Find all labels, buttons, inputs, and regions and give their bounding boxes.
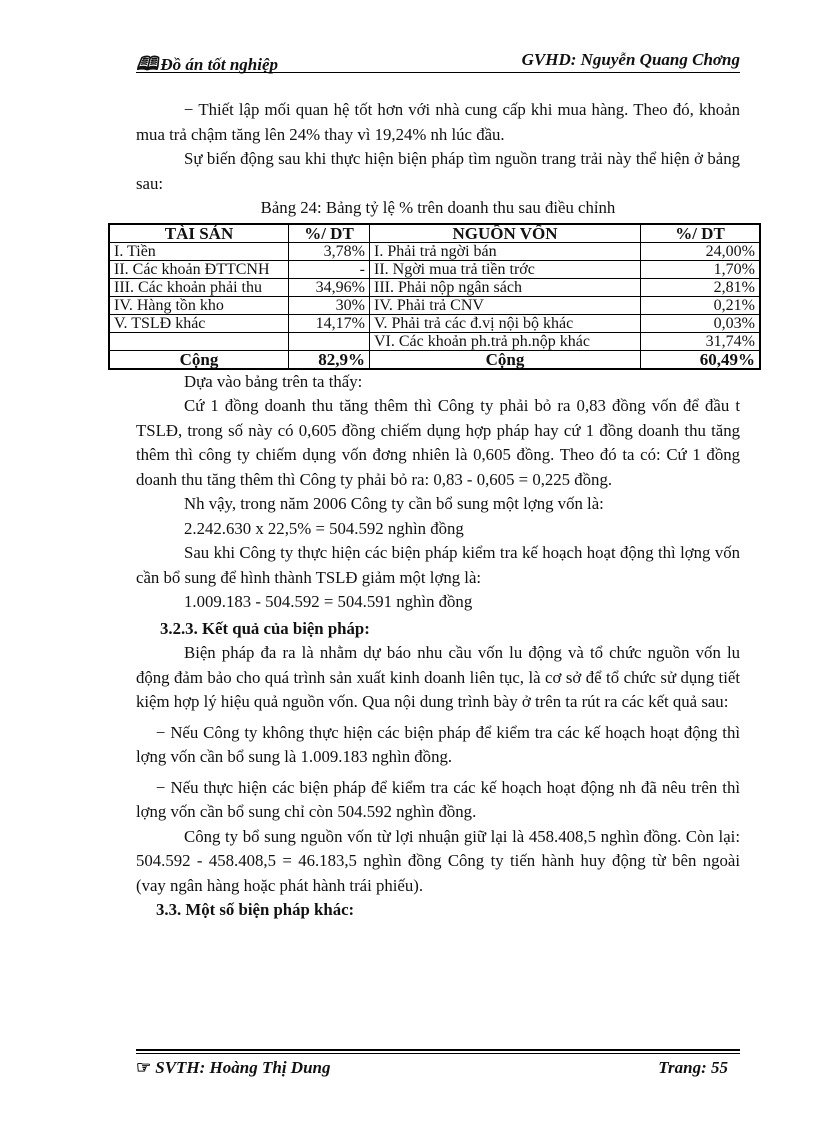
paragraph-1: − Thiết lập mối quan hệ tốt hơn với nhà cung cấp khi mua hàng. Theo đó, khoản mua trả chậm tăng lên 24% thay vì 19,24% nh lúc đầu. xyxy=(136,100,740,144)
paragraph-2: Sự biến động sau khi thực hiện biện pháp tìm nguồn trang trải này thể hiện ở bảng sau: xyxy=(136,149,740,193)
table-cell: 0,21% xyxy=(641,296,761,314)
table-row xyxy=(109,296,760,314)
table-row xyxy=(109,242,760,260)
table-header-cell: TÀI SẢN xyxy=(109,224,289,243)
table-cell: 2,81% xyxy=(641,278,761,296)
table-header-cell: NGUỒN VỐN xyxy=(370,224,641,243)
footer-rule xyxy=(136,1049,740,1051)
table-row xyxy=(109,260,760,278)
paragraph-5: Nh vậy, trong năm 2006 Công ty cần bổ sung một lợng vốn là: xyxy=(184,494,604,513)
page-header xyxy=(136,50,740,75)
page-body xyxy=(114,98,755,923)
table-cell: 24,00% xyxy=(641,242,761,260)
section-heading-3-3: 3.3. Một số biện pháp khác: xyxy=(156,900,355,919)
book-icon: 🕮 xyxy=(136,54,159,75)
table-cell: 1,70% xyxy=(641,260,761,278)
table-cell xyxy=(289,332,370,350)
table-row xyxy=(109,314,760,332)
bullet-paragraph-1: − Nếu Công ty không thực hiện các biện pháp để kiểm tra các kế hoạch hoạt động thì lợng vốn cần bổ sung là 1.009.183 nghìn đồng. xyxy=(136,722,740,766)
table-caption: Bảng 24: Bảng tỷ lệ % trên doanh thu sau điều chỉnh xyxy=(260,198,616,217)
paragraph-4: Cứ 1 đồng doanh thu tăng thêm thì Công ty phải bỏ ra 0,83 đồng vốn để đầu t TSLĐ, trong số này có 0,605 đồng chiếm dụng hợp pháp hay cứ 1 đồng doanh thu tăng thêm thì công ty chiếm dụng vốn đơng nhiên là 0,605 đồng. Theo đó ta có: Cứ 1 đồng doanh thu tăng thêm thì Công ty phải bỏ ra: 0,83 - 0,605 = 0,225 đồng. xyxy=(136,396,740,489)
bullet-paragraph-2: − Nếu thực hiện các biện pháp để kiểm tra các kế hoạch hoạt động nh đã nêu trên thì lợng vốn cần bổ sung chỉ còn 504.592 nghìn đồng. xyxy=(136,777,740,821)
table-row xyxy=(109,332,760,350)
table-cell xyxy=(109,332,289,350)
header-left-text: Đồ án tốt nghiệp xyxy=(160,55,279,74)
paragraph-6: 2.242.630 x 22,5% = 504.592 nghìn đồng xyxy=(184,518,464,538)
table-cell: 34,96% xyxy=(289,278,370,296)
table-cell: V. TSLĐ khác xyxy=(109,314,289,332)
table-header-cell: %/ DT xyxy=(641,224,761,243)
table-cell: II. Các khoản ĐTTCNH xyxy=(109,260,289,278)
page-footer xyxy=(136,1058,740,1080)
table-cell: II. Ngời mua trả tiền trớc xyxy=(370,260,641,278)
paragraph-3: Dựa vào bảng trên ta thấy: xyxy=(184,371,363,391)
header-rule xyxy=(136,72,740,73)
header-right: GVHD: Nguyễn Quang Chơng xyxy=(521,50,740,69)
table-header-cell: %/ DT xyxy=(289,224,370,243)
header-left xyxy=(136,50,278,82)
table-cell: 3,78% xyxy=(289,242,370,260)
page-number: Trang: 55 xyxy=(658,1058,728,1077)
pointing-hand-icon: ☞ xyxy=(136,1058,152,1077)
table-cell: III. Phải nộp ngân sách xyxy=(370,278,641,296)
paragraph-12: Công ty bổ sung nguồn vốn từ lợi nhuận giữ lại là 458.408,5 nghìn đồng. Còn lại: 504.592 - 458.408,5 = 46.183,5 nghìn đồng Công ty tiến hành huy động từ bên ngoài (vay ngân hàng hoặc phát hành trái phiếu). xyxy=(136,826,740,895)
table-cell: I. Phải trả ngời bán xyxy=(370,242,641,260)
paragraph-8: 1.009.183 - 504.592 = 504.591 nghìn đồng xyxy=(184,592,473,611)
total-value: 82,9% xyxy=(289,350,370,369)
total-value: 60,49% xyxy=(641,350,761,369)
table-cell: IV. Phải trả CNV xyxy=(370,296,641,314)
footer-left-text: SVTH: Hoàng Thị Dung xyxy=(155,1058,331,1077)
total-label: Cộng xyxy=(109,350,289,369)
paragraph-7: Sau khi Công ty thực hiện các biện pháp kiểm tra kế hoạch hoạt động thì lợng vốn cần bổ sung để hình thành TSLĐ giảm một lợng là: xyxy=(136,543,740,587)
ratio-table xyxy=(108,223,761,370)
table-cell: 30% xyxy=(289,296,370,314)
paragraph-9: Biện pháp đa ra là nhằm dự báo nhu cầu vốn lu động và tổ chức nguồn vốn lu động đảm bảo cho quá trình sản xuất kinh doanh liên tục, là cơ sở để tổ chức sử dụng tiết kiệm hợp lý hiệu quả nguồn vốn. Qua nội dung trình bày ở trên ta rút ra các kết quả sau: xyxy=(136,643,740,711)
footer-left xyxy=(136,1058,331,1078)
table-cell: III. Các khoản phải thu xyxy=(109,278,289,296)
total-label: Cộng xyxy=(370,350,641,369)
section-heading-3-2-3: 3.2.3. Kết quả của biện pháp: xyxy=(160,618,370,638)
table-row xyxy=(109,278,760,296)
table-cell: IV. Hàng tồn kho xyxy=(109,296,289,314)
footer-rule-thin xyxy=(136,1053,740,1054)
table-header-row xyxy=(109,224,760,243)
table-cell: V. Phải trả các đ.vị nội bộ khác xyxy=(370,314,641,332)
table-cell: 14,17% xyxy=(289,314,370,332)
table-cell: VI. Các khoản ph.trả ph.nộp khác xyxy=(370,332,641,350)
table-cell: - xyxy=(289,260,370,278)
table-cell: I. Tiền xyxy=(109,242,289,260)
table-cell: 0,03% xyxy=(641,314,761,332)
table-total-row xyxy=(109,350,760,369)
table-cell: 31,74% xyxy=(641,332,761,350)
